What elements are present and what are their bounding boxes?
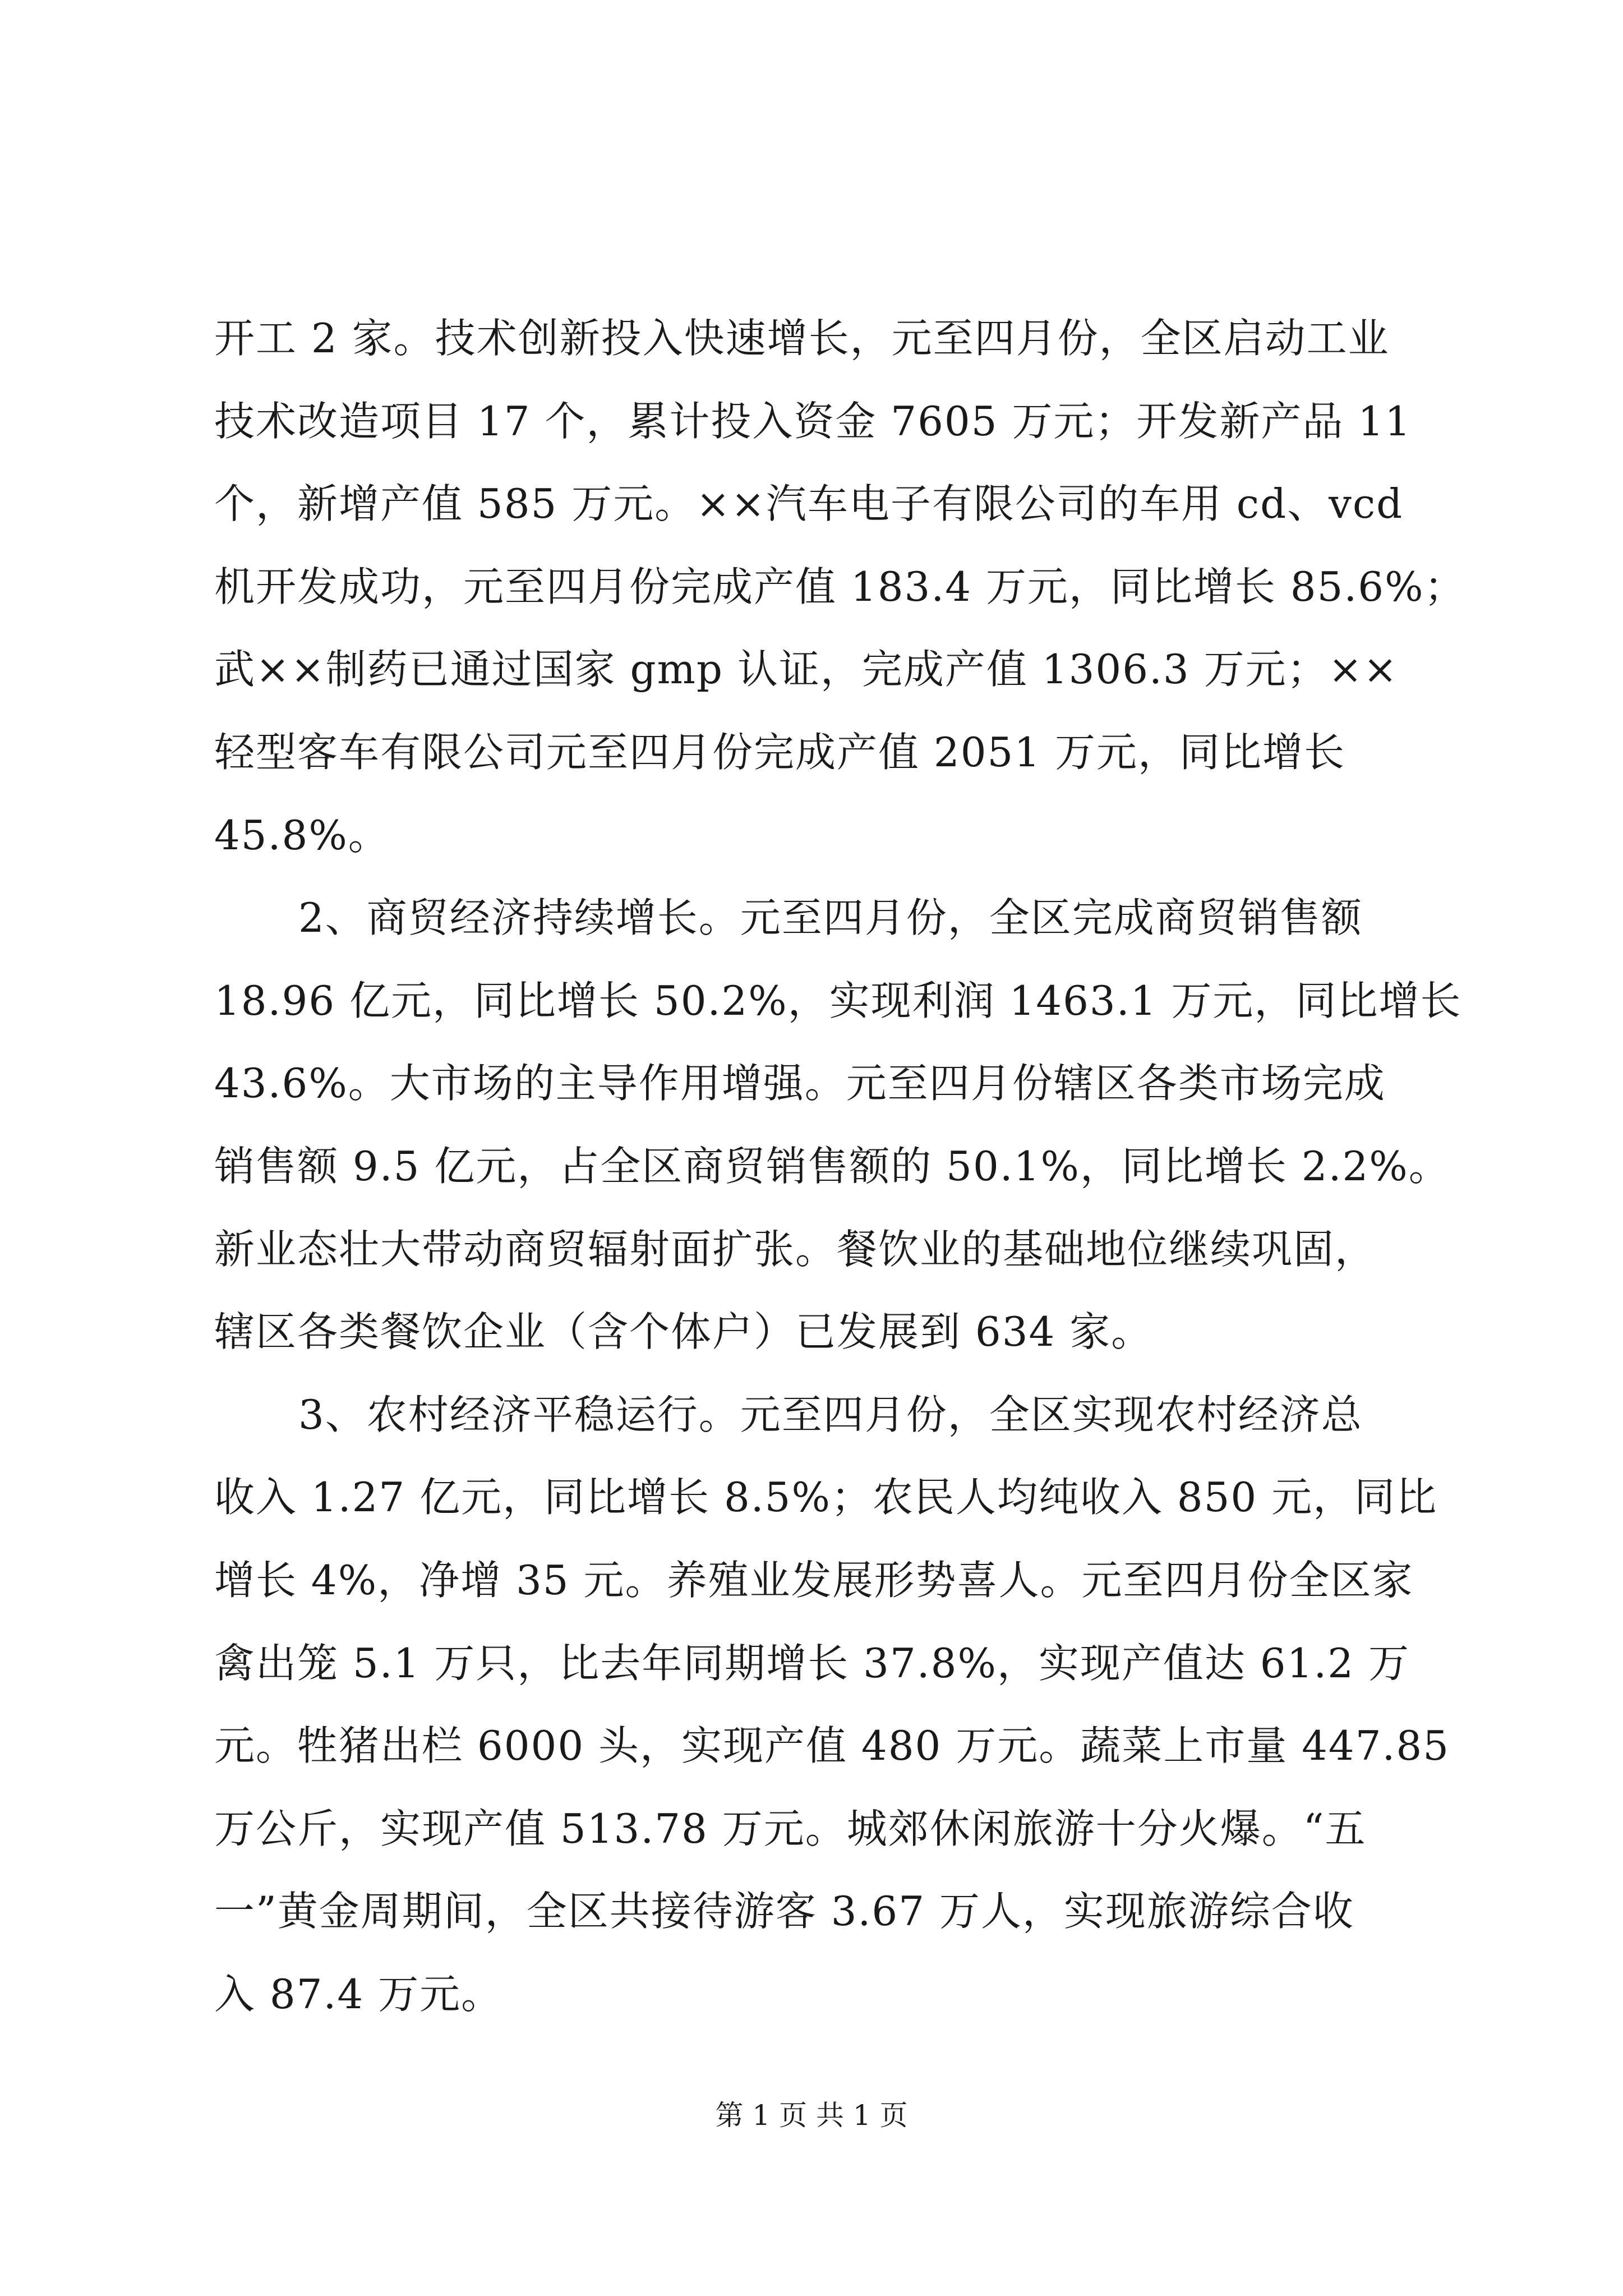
paragraph-3-start: 3、农村经济平稳运行。元至四月份，全区实现农村经济总 [298,1391,1363,1438]
text-line-13: 辖区各类餐饮企业（含个体户）已发展到 634 家。 [214,1308,1153,1356]
text-line-20: 一”黄金周期间，全区共接待游客 3.67 万人，实现旅游综合收 [214,1888,1354,1935]
text-line-15: 收入 1.27 亿元，同比增长 8.5%；农民人均纯收入 850 元，同比 [214,1474,1438,1521]
text-line-12: 新业态壮大带动商贸辐射面扩张。餐饮业的基础地位继续巩固， [214,1225,1377,1273]
text-line-16: 增长 4%，净增 35 元。养殖业发展形势喜人。元至四月份全区家 [214,1556,1414,1604]
text-line-7: 45.8%。 [214,811,390,859]
text-line-3: 个，新增产值 585 万元。××汽车电子有限公司的车用 cd、vcd [214,480,1404,528]
paragraph-2-start: 2、商贸经济持续增长。元至四月份，全区完成商贸销售额 [298,894,1363,942]
text-line-9: 18.96 亿元，同比增长 50.2%，实现利润 1463.1 万元，同比增长 [214,977,1462,1024]
text-line-6: 轻型客车有限公司元至四月份完成产值 2051 万元，同比增长 [214,728,1346,776]
text-line-21: 入 87.4 万元。 [214,1970,503,2018]
text-line-18: 元。牲猪出栏 6000 头，实现产值 480 万元。蔬菜上市量 447.85 [214,1722,1450,1770]
text-line-17: 禽出笼 5.1 万只，比去年同期增长 37.8%，实现产值达 61.2 万 [214,1639,1410,1687]
text-line-1: 开工 2 家。技术创新投入快速增长，元至四月份，全区启动工业 [214,315,1390,362]
text-line-5: 武××制药已通过国家 gmp 认证，完成产值 1306.3 万元；×× [214,646,1399,693]
text-line-4: 机开发成功，元至四月份完成产值 183.4 万元，同比增长 85.6%； [214,563,1466,610]
text-line-2: 技术改造项目 17 个，累计投入资金 7605 万元；开发新产品 11 [214,397,1412,445]
text-line-10: 43.6%。大市场的主导作用增强。元至四月份辖区各类市场完成 [214,1060,1386,1107]
text-line-19: 万公斤，实现产值 513.78 万元。城郊休闲旅游十分火爆。“五 [214,1805,1367,1852]
page-number-footer: 第 1 页 共 1 页 [715,2099,908,2132]
text-line-11: 销售额 9.5 亿元，占全区商贸销售额的 50.1%，同比增长 2.2%。 [214,1142,1450,1190]
document-body [214,297,1466,2036]
